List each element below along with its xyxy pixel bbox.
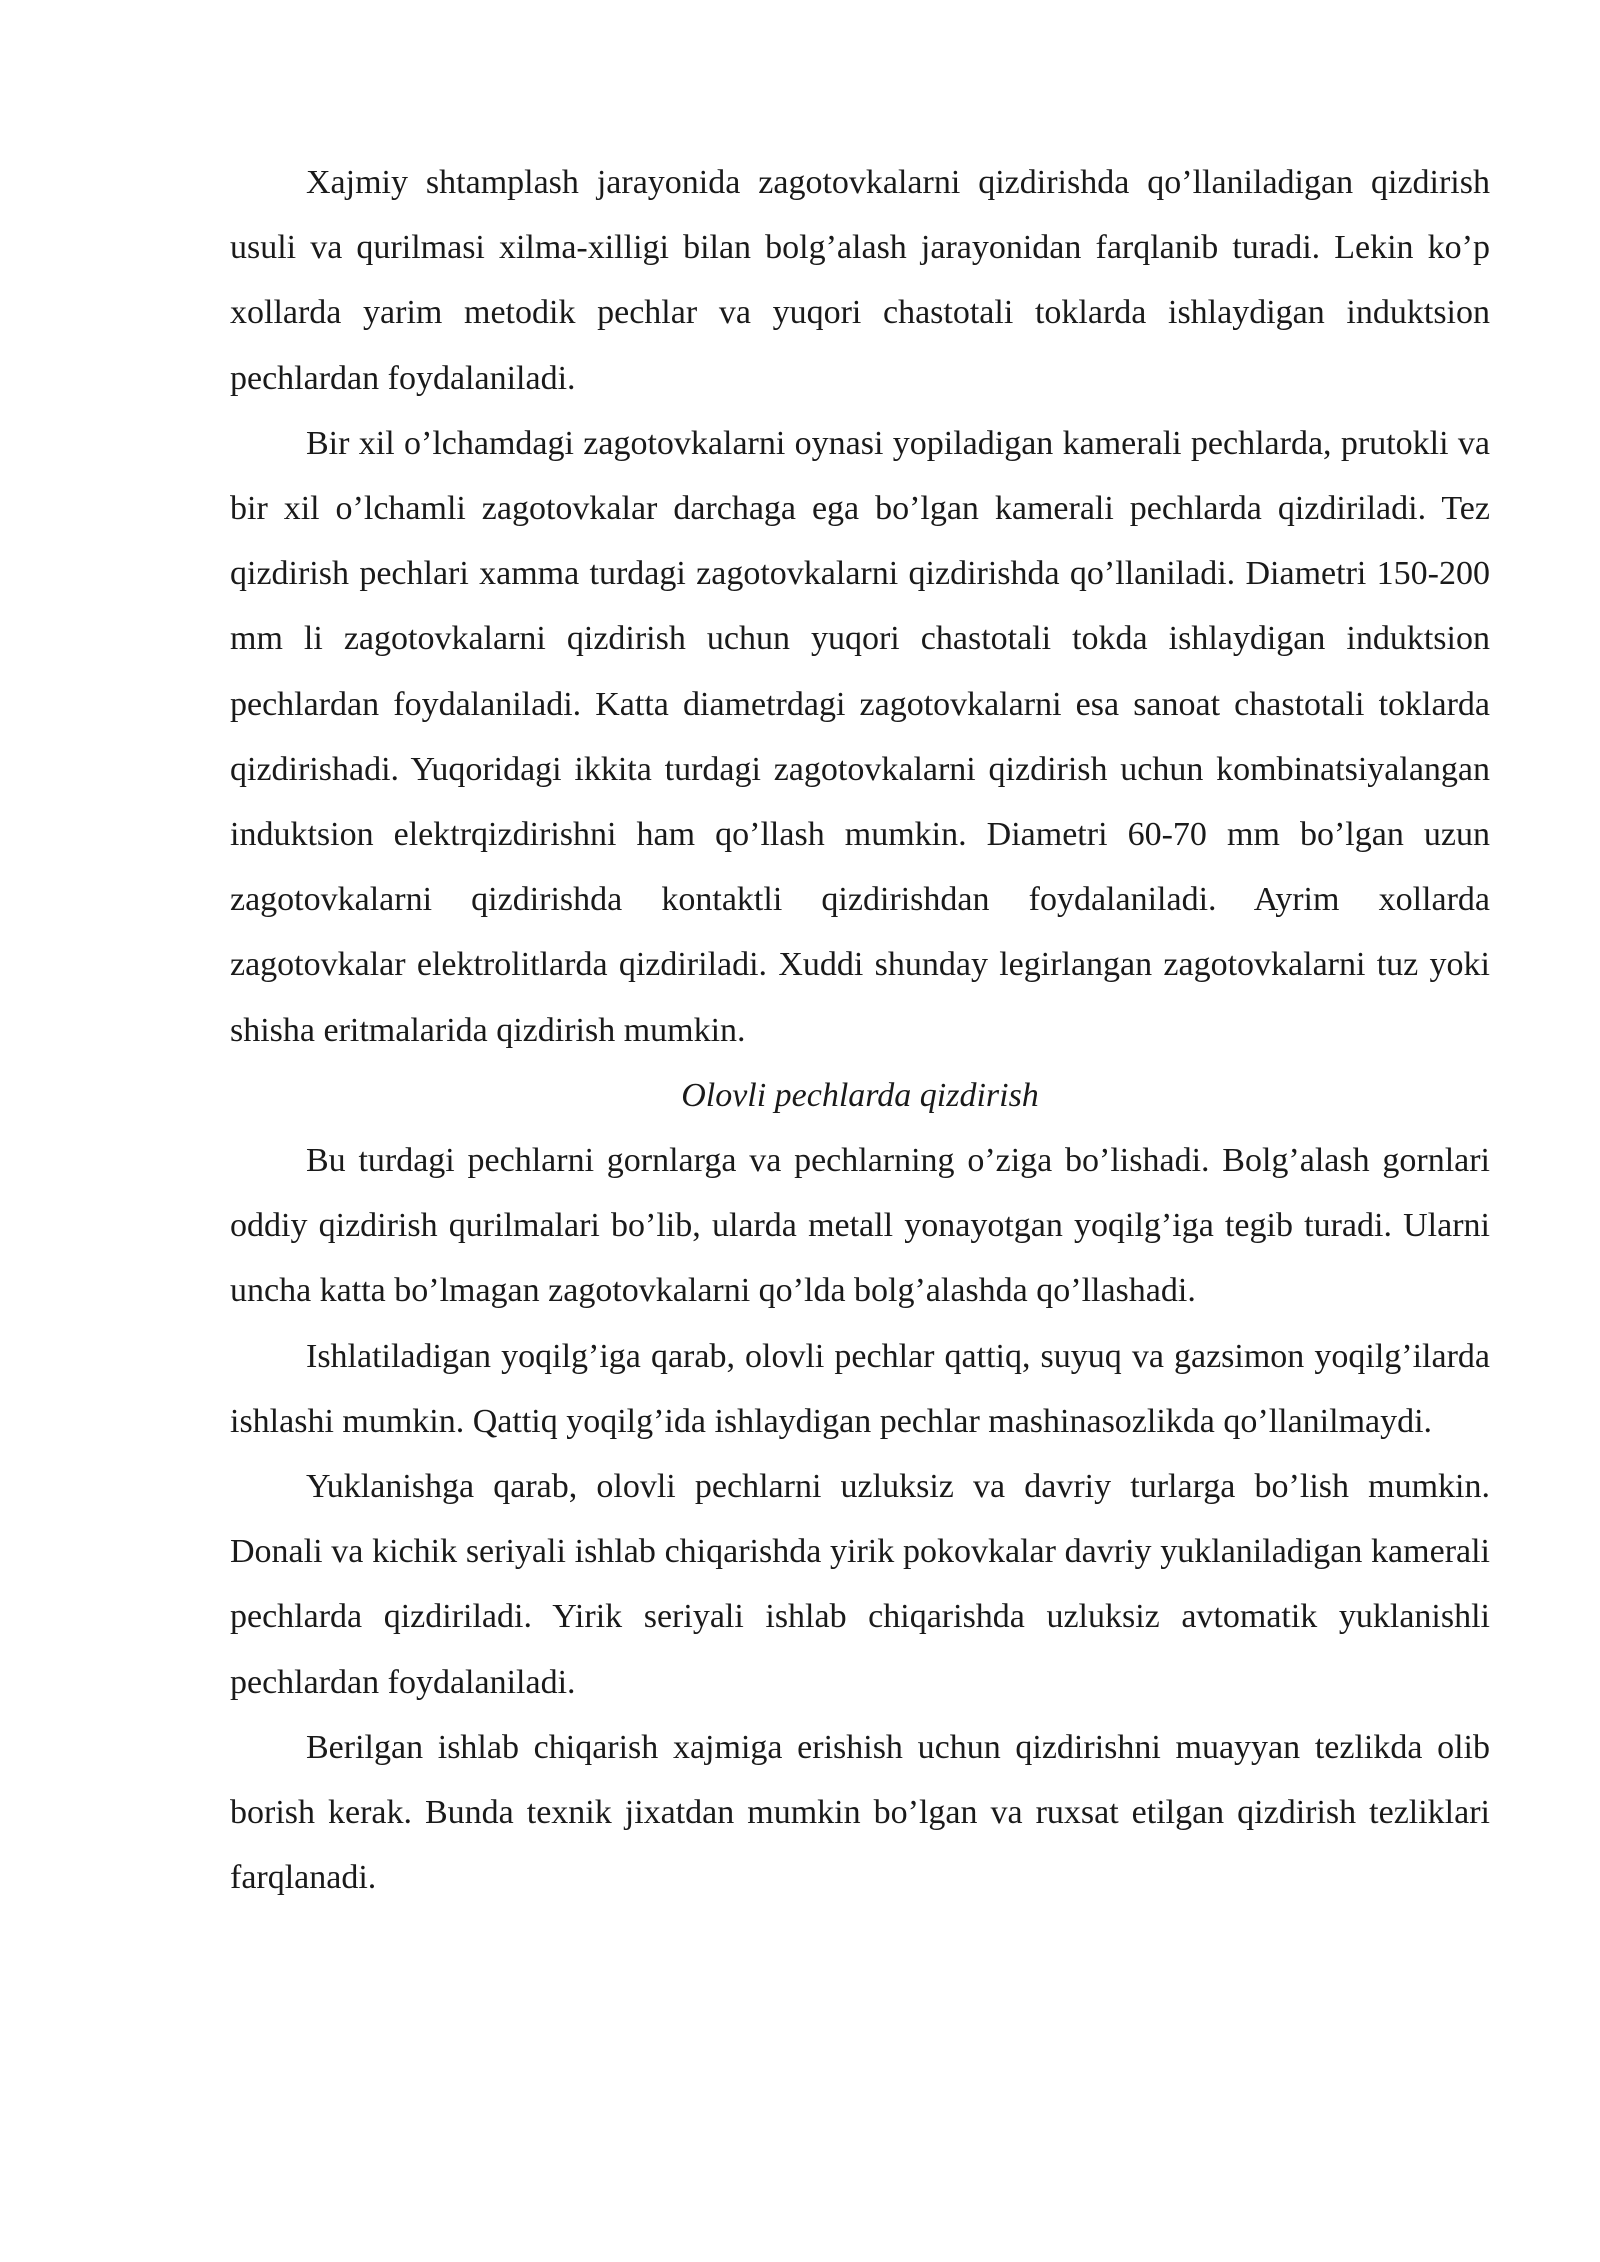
document-page: [230, 150, 1490, 1910]
paragraph: Berilgan ishlab chiqarish xajmiga erishish uchun qizdirishni muayyan tezlikda olib borish kerak. Bunda texnik jixatdan mumkin bo’lgan va ruxsat etilgan qizdirish tezliklari farqlanadi.: [230, 1728, 1490, 1897]
paragraph: Ishlatiladigan yoqilg’iga qarab, olovli pechlar qattiq, suyuq va gazsimon yoqilg’ilarda ishlashi mumkin. Qattiq yoqilg’ida ishlaydigan pechlar mashinasozlikda qo’llanilmaydi.: [230, 1337, 1490, 1440]
paragraph: Xajmiy shtamplash jarayonida zagotovkalarni qizdirishda qo’llaniladigan qizdirish usuli va qurilmasi xilma-xilligi bilan bolg’alash jarayonidan farqlanib turadi. Lekin ko’p xollarda yarim metodik pechlar va yuqori chastotali toklarda ishlaydigan induktsion pechlardan foydalaniladi.: [230, 164, 1490, 397]
section-heading: Olovli pechlarda qizdirish: [681, 1076, 1039, 1114]
paragraph: Bir xil o’lchamdagi zagotovkalarni oynasi yopiladigan kamerali pechlarda, prutokli va bir xil o’lchamli zagotovkalar darchaga ega bo’lgan kamerali pechlarda qizdiriladi. Tez qizdirish pechlari xamma turdagi zagotovkalarni qizdirishda qo’llaniladi. Diametri 150-200 mm li zagotovkalarni qizdirish uchun yuqori chastotali tokda ishlaydigan induktsion pechlardan foydalaniladi. Katta diametrdagi zagotovkalarni esa sanoat chastotali toklarda qizdirishadi. Yuqoridagi ikkita turdagi zagotovkalarni qizdirish uchun kombinatsiyalangan induktsion elektrqizdirishni ham qo’llash mumkin. Diametri 60-70 mm bo’lgan uzun zagotovkalarni qizdirishda kontaktli qizdirishdan foydalaniladi. Ayrim xollarda zagotovkalar elektrolitlarda qizdiriladi. Xuddi shunday legirlangan zagotovkalarni tuz yoki shisha eritmalarida qizdirish mumkin.: [230, 424, 1490, 1049]
paragraph: Yuklanishga qarab, olovli pechlarni uzluksiz va davriy turlarga bo’lish mumkin. Donali va kichik seriyali ishlab chiqarishda yirik pokovkalar davriy yuklaniladigan kamerali pechlarda qizdiriladi. Yirik seriyali ishlab chiqarishda uzluksiz avtomatik yuklanishli pechlardan foydalaniladi.: [230, 1468, 1490, 1701]
paragraph: Bu turdagi pechlarni gornlarga va pechlarning o’ziga bo’lishadi. Bolg’alash gornlari oddiy qizdirish qurilmalari bo’lib, ularda metall yonayotgan yoqilg’iga tegib turadi. Ularni uncha katta bo’lmagan zagotovkalarni qo’lda bolg’alashda qo’llashadi.: [230, 1142, 1490, 1310]
